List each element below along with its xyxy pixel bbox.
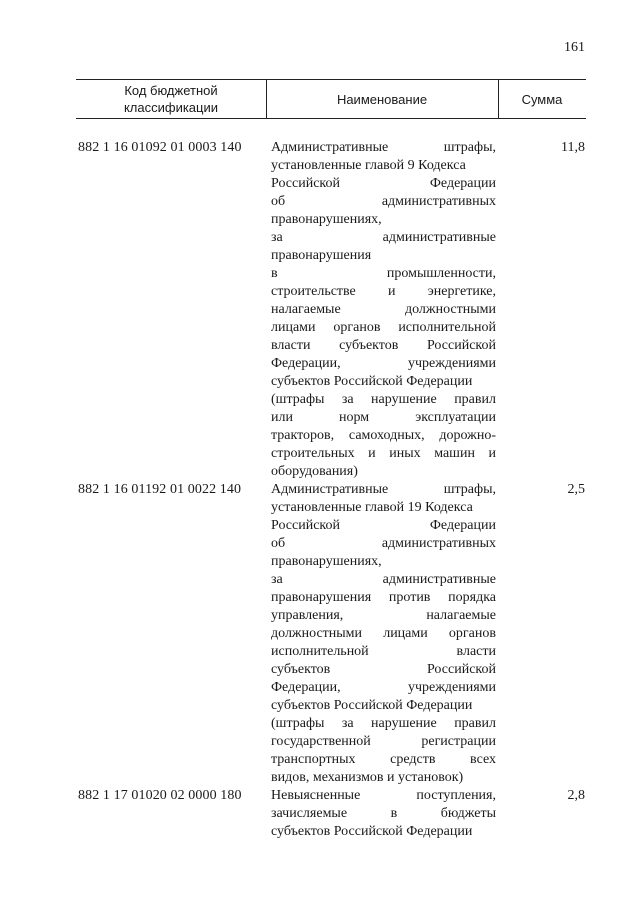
description-line: правонарушения — [271, 248, 372, 263]
page-number: 161 — [564, 40, 585, 55]
description-line: субъектов Российской — [271, 662, 496, 677]
description-line: (штрафы за нарушение правил — [271, 392, 496, 407]
description-line: государственной регистрации — [271, 734, 496, 749]
description-line: лицами органов исполнительной — [271, 320, 496, 335]
description-line: Российской Федерации — [271, 518, 496, 533]
amount: 2,5 — [567, 482, 585, 497]
description-line: управления, налагаемые — [271, 608, 496, 623]
description-line: должностными лицами органов — [271, 626, 496, 641]
description-line: или норм эксплуатации — [271, 410, 496, 425]
description-line: власти субъектов Российской — [271, 338, 496, 353]
description-line: за административные — [271, 230, 496, 245]
description-line: Административные штрафы, — [271, 140, 496, 155]
table-header — [76, 79, 586, 119]
description-line: транспортных средств всех — [271, 752, 496, 767]
description-line: об административных — [271, 536, 496, 551]
item-description — [271, 787, 496, 841]
description-line: субъектов Российской Федерации — [271, 698, 473, 713]
description-line: правонарушения против порядка — [271, 590, 496, 605]
description-line: Федерации, учреждениями — [271, 680, 496, 695]
description-line: налагаемые должностными — [271, 302, 496, 317]
description-line: зачисляемые в бюджеты — [271, 806, 496, 821]
description-line: Российской Федерации — [271, 176, 496, 191]
description-line: об административных — [271, 194, 496, 209]
item-description — [271, 481, 496, 787]
amount: 2,8 — [567, 788, 585, 803]
description-line: субъектов Российской Федерации — [271, 824, 473, 839]
header-code-line1: Код бюджетной — [124, 83, 218, 98]
description-line: субъектов Российской Федерации — [271, 374, 473, 389]
description-line: оборудования) — [271, 464, 358, 479]
header-code-column — [76, 80, 266, 118]
description-line: правонарушениях, — [271, 212, 382, 227]
item-description — [271, 139, 496, 481]
description-line: видов, механизмов и установок) — [271, 770, 464, 785]
header-sum-column: Сумма — [521, 91, 563, 107]
description-line: за административные — [271, 572, 496, 587]
budget-code: 882 1 17 01020 02 0000 180 — [78, 788, 242, 803]
description-line: в промышленности, — [271, 266, 496, 281]
description-line: Невыясненные поступления, — [271, 788, 496, 803]
description-line: (штрафы за нарушение правил — [271, 716, 496, 731]
description-line: установленные главой 9 Кодекса — [271, 158, 466, 173]
description-line: установленные главой 19 Кодекса — [271, 500, 473, 515]
budget-code: 882 1 16 01092 01 0003 140 — [78, 140, 242, 155]
description-line: правонарушениях, — [271, 554, 382, 569]
description-line: строительстве и энергетике, — [271, 284, 496, 299]
description-line: Административные штрафы, — [271, 482, 496, 497]
budget-code: 882 1 16 01192 01 0022 140 — [78, 482, 242, 497]
description-line: тракторов, самоходных, дорожно- — [271, 428, 496, 443]
description-line: Федерации, учреждениями — [271, 356, 496, 371]
description-line: строительных и иных машин и — [271, 446, 496, 461]
amount: 11,8 — [561, 140, 585, 155]
header-code-line2: классификации — [123, 100, 219, 115]
header-name-column: Наименование — [336, 91, 428, 107]
description-line: исполнительной власти — [271, 644, 496, 659]
